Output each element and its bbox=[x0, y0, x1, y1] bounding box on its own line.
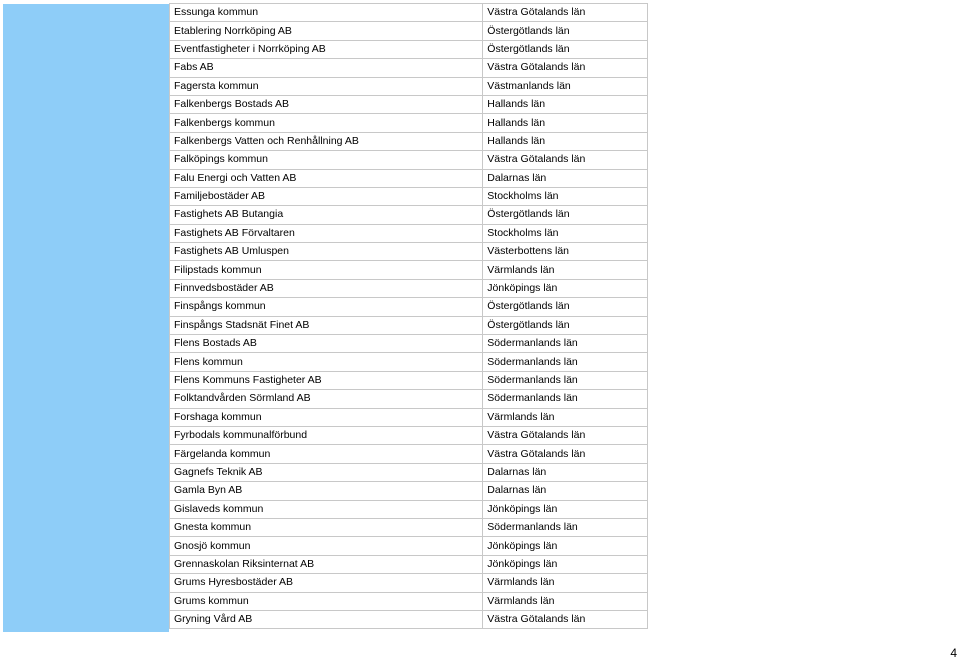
table-row bbox=[170, 426, 648, 444]
table-row bbox=[170, 151, 648, 169]
organization-name-cell: Fagersta kommun bbox=[170, 77, 483, 95]
organization-name-cell: Fastighets AB Förvaltaren bbox=[170, 224, 483, 242]
county-cell: Värmlands län bbox=[483, 408, 648, 426]
county-cell: Jönköpings län bbox=[483, 279, 648, 297]
table-row bbox=[170, 445, 648, 463]
county-cell: Dalarnas län bbox=[483, 463, 648, 481]
county-cell: Östergötlands län bbox=[483, 206, 648, 224]
table-row bbox=[170, 592, 648, 610]
county-cell: Jönköpings län bbox=[483, 555, 648, 573]
table-row bbox=[170, 463, 648, 481]
county-cell: Jönköpings län bbox=[483, 500, 648, 518]
organization-name-cell: Gnesta kommun bbox=[170, 518, 483, 536]
table-row bbox=[170, 114, 648, 132]
county-cell: Jönköpings län bbox=[483, 537, 648, 555]
table-row bbox=[170, 390, 648, 408]
organization-name-cell: Filipstads kommun bbox=[170, 261, 483, 279]
county-cell: Värmlands län bbox=[483, 574, 648, 592]
county-cell: Västra Götalands län bbox=[483, 426, 648, 444]
organization-table bbox=[169, 3, 648, 629]
table-row bbox=[170, 59, 648, 77]
table-row bbox=[170, 40, 648, 58]
page-number: 4 bbox=[950, 646, 957, 660]
county-cell: Hallands län bbox=[483, 95, 648, 113]
table-row bbox=[170, 482, 648, 500]
organization-name-cell: Grums Hyresbostäder AB bbox=[170, 574, 483, 592]
organization-name-cell: Fastighets AB Butangia bbox=[170, 206, 483, 224]
organization-name-cell: Grennaskolan Riksinternat AB bbox=[170, 555, 483, 573]
county-cell: Östergötlands län bbox=[483, 40, 648, 58]
organization-name-cell: Falkenbergs Vatten och Renhållning AB bbox=[170, 132, 483, 150]
county-cell: Västra Götalands län bbox=[483, 151, 648, 169]
county-cell: Västra Götalands län bbox=[483, 610, 648, 628]
county-cell: Västra Götalands län bbox=[483, 4, 648, 22]
organization-name-cell: Eventfastigheter i Norrköping AB bbox=[170, 40, 483, 58]
county-cell: Dalarnas län bbox=[483, 169, 648, 187]
county-cell: Hallands län bbox=[483, 132, 648, 150]
county-cell: Östergötlands län bbox=[483, 22, 648, 40]
organization-name-cell: Fyrbodals kommunalförbund bbox=[170, 426, 483, 444]
organization-name-cell: Finnvedsbostäder AB bbox=[170, 279, 483, 297]
county-cell: Stockholms län bbox=[483, 224, 648, 242]
organization-name-cell: Gamla Byn AB bbox=[170, 482, 483, 500]
table-row bbox=[170, 335, 648, 353]
organization-name-cell: Flens Kommuns Fastigheter AB bbox=[170, 371, 483, 389]
organization-name-cell: Essunga kommun bbox=[170, 4, 483, 22]
table-row bbox=[170, 169, 648, 187]
table-row bbox=[170, 610, 648, 628]
county-cell: Östergötlands län bbox=[483, 298, 648, 316]
organization-name-cell: Falkenbergs Bostads AB bbox=[170, 95, 483, 113]
county-cell: Västerbottens län bbox=[483, 243, 648, 261]
table-row bbox=[170, 316, 648, 334]
county-cell: Södermanlands län bbox=[483, 390, 648, 408]
county-cell: Stockholms län bbox=[483, 187, 648, 205]
table-row bbox=[170, 22, 648, 40]
organization-name-cell: Familjebostäder AB bbox=[170, 187, 483, 205]
table-row bbox=[170, 77, 648, 95]
table-row bbox=[170, 371, 648, 389]
table-row bbox=[170, 574, 648, 592]
table-row bbox=[170, 555, 648, 573]
organization-name-cell: Gagnefs Teknik AB bbox=[170, 463, 483, 481]
organization-name-cell: Forshaga kommun bbox=[170, 408, 483, 426]
county-cell: Hallands län bbox=[483, 114, 648, 132]
organization-table-body bbox=[170, 4, 648, 629]
organization-name-cell: Finspångs kommun bbox=[170, 298, 483, 316]
organization-name-cell: Fabs AB bbox=[170, 59, 483, 77]
organization-name-cell: Gislaveds kommun bbox=[170, 500, 483, 518]
table-row bbox=[170, 298, 648, 316]
table-row bbox=[170, 132, 648, 150]
county-cell: Södermanlands län bbox=[483, 371, 648, 389]
side-color-bar bbox=[3, 4, 169, 632]
county-cell: Västra Götalands län bbox=[483, 445, 648, 463]
organization-name-cell: Flens kommun bbox=[170, 353, 483, 371]
table-row bbox=[170, 537, 648, 555]
organization-name-cell: Färgelanda kommun bbox=[170, 445, 483, 463]
county-cell: Värmlands län bbox=[483, 592, 648, 610]
table-row bbox=[170, 279, 648, 297]
table-row bbox=[170, 408, 648, 426]
organization-name-cell: Folktandvården Sörmland AB bbox=[170, 390, 483, 408]
organization-name-cell: Falkenbergs kommun bbox=[170, 114, 483, 132]
organization-name-cell: Grums kommun bbox=[170, 592, 483, 610]
organization-name-cell: Flens Bostads AB bbox=[170, 335, 483, 353]
county-cell: Södermanlands län bbox=[483, 335, 648, 353]
table-row bbox=[170, 243, 648, 261]
organization-name-cell: Falu Energi och Vatten AB bbox=[170, 169, 483, 187]
county-cell: Östergötlands län bbox=[483, 316, 648, 334]
county-cell: Södermanlands län bbox=[483, 353, 648, 371]
organization-name-cell: Finspångs Stadsnät Finet AB bbox=[170, 316, 483, 334]
county-cell: Västmanlands län bbox=[483, 77, 648, 95]
county-cell: Dalarnas län bbox=[483, 482, 648, 500]
county-cell: Västra Götalands län bbox=[483, 59, 648, 77]
organization-name-cell: Gnosjö kommun bbox=[170, 537, 483, 555]
table-row bbox=[170, 187, 648, 205]
organization-name-cell: Etablering Norrköping AB bbox=[170, 22, 483, 40]
organization-name-cell: Fastighets AB Umluspen bbox=[170, 243, 483, 261]
organization-name-cell: Gryning Vård AB bbox=[170, 610, 483, 628]
county-cell: Värmlands län bbox=[483, 261, 648, 279]
county-cell: Södermanlands län bbox=[483, 518, 648, 536]
table-row bbox=[170, 224, 648, 242]
table-row bbox=[170, 95, 648, 113]
organization-name-cell: Falköpings kommun bbox=[170, 151, 483, 169]
table-row bbox=[170, 261, 648, 279]
table-row bbox=[170, 4, 648, 22]
table-row bbox=[170, 206, 648, 224]
table-row bbox=[170, 500, 648, 518]
table-row bbox=[170, 353, 648, 371]
table-row bbox=[170, 518, 648, 536]
